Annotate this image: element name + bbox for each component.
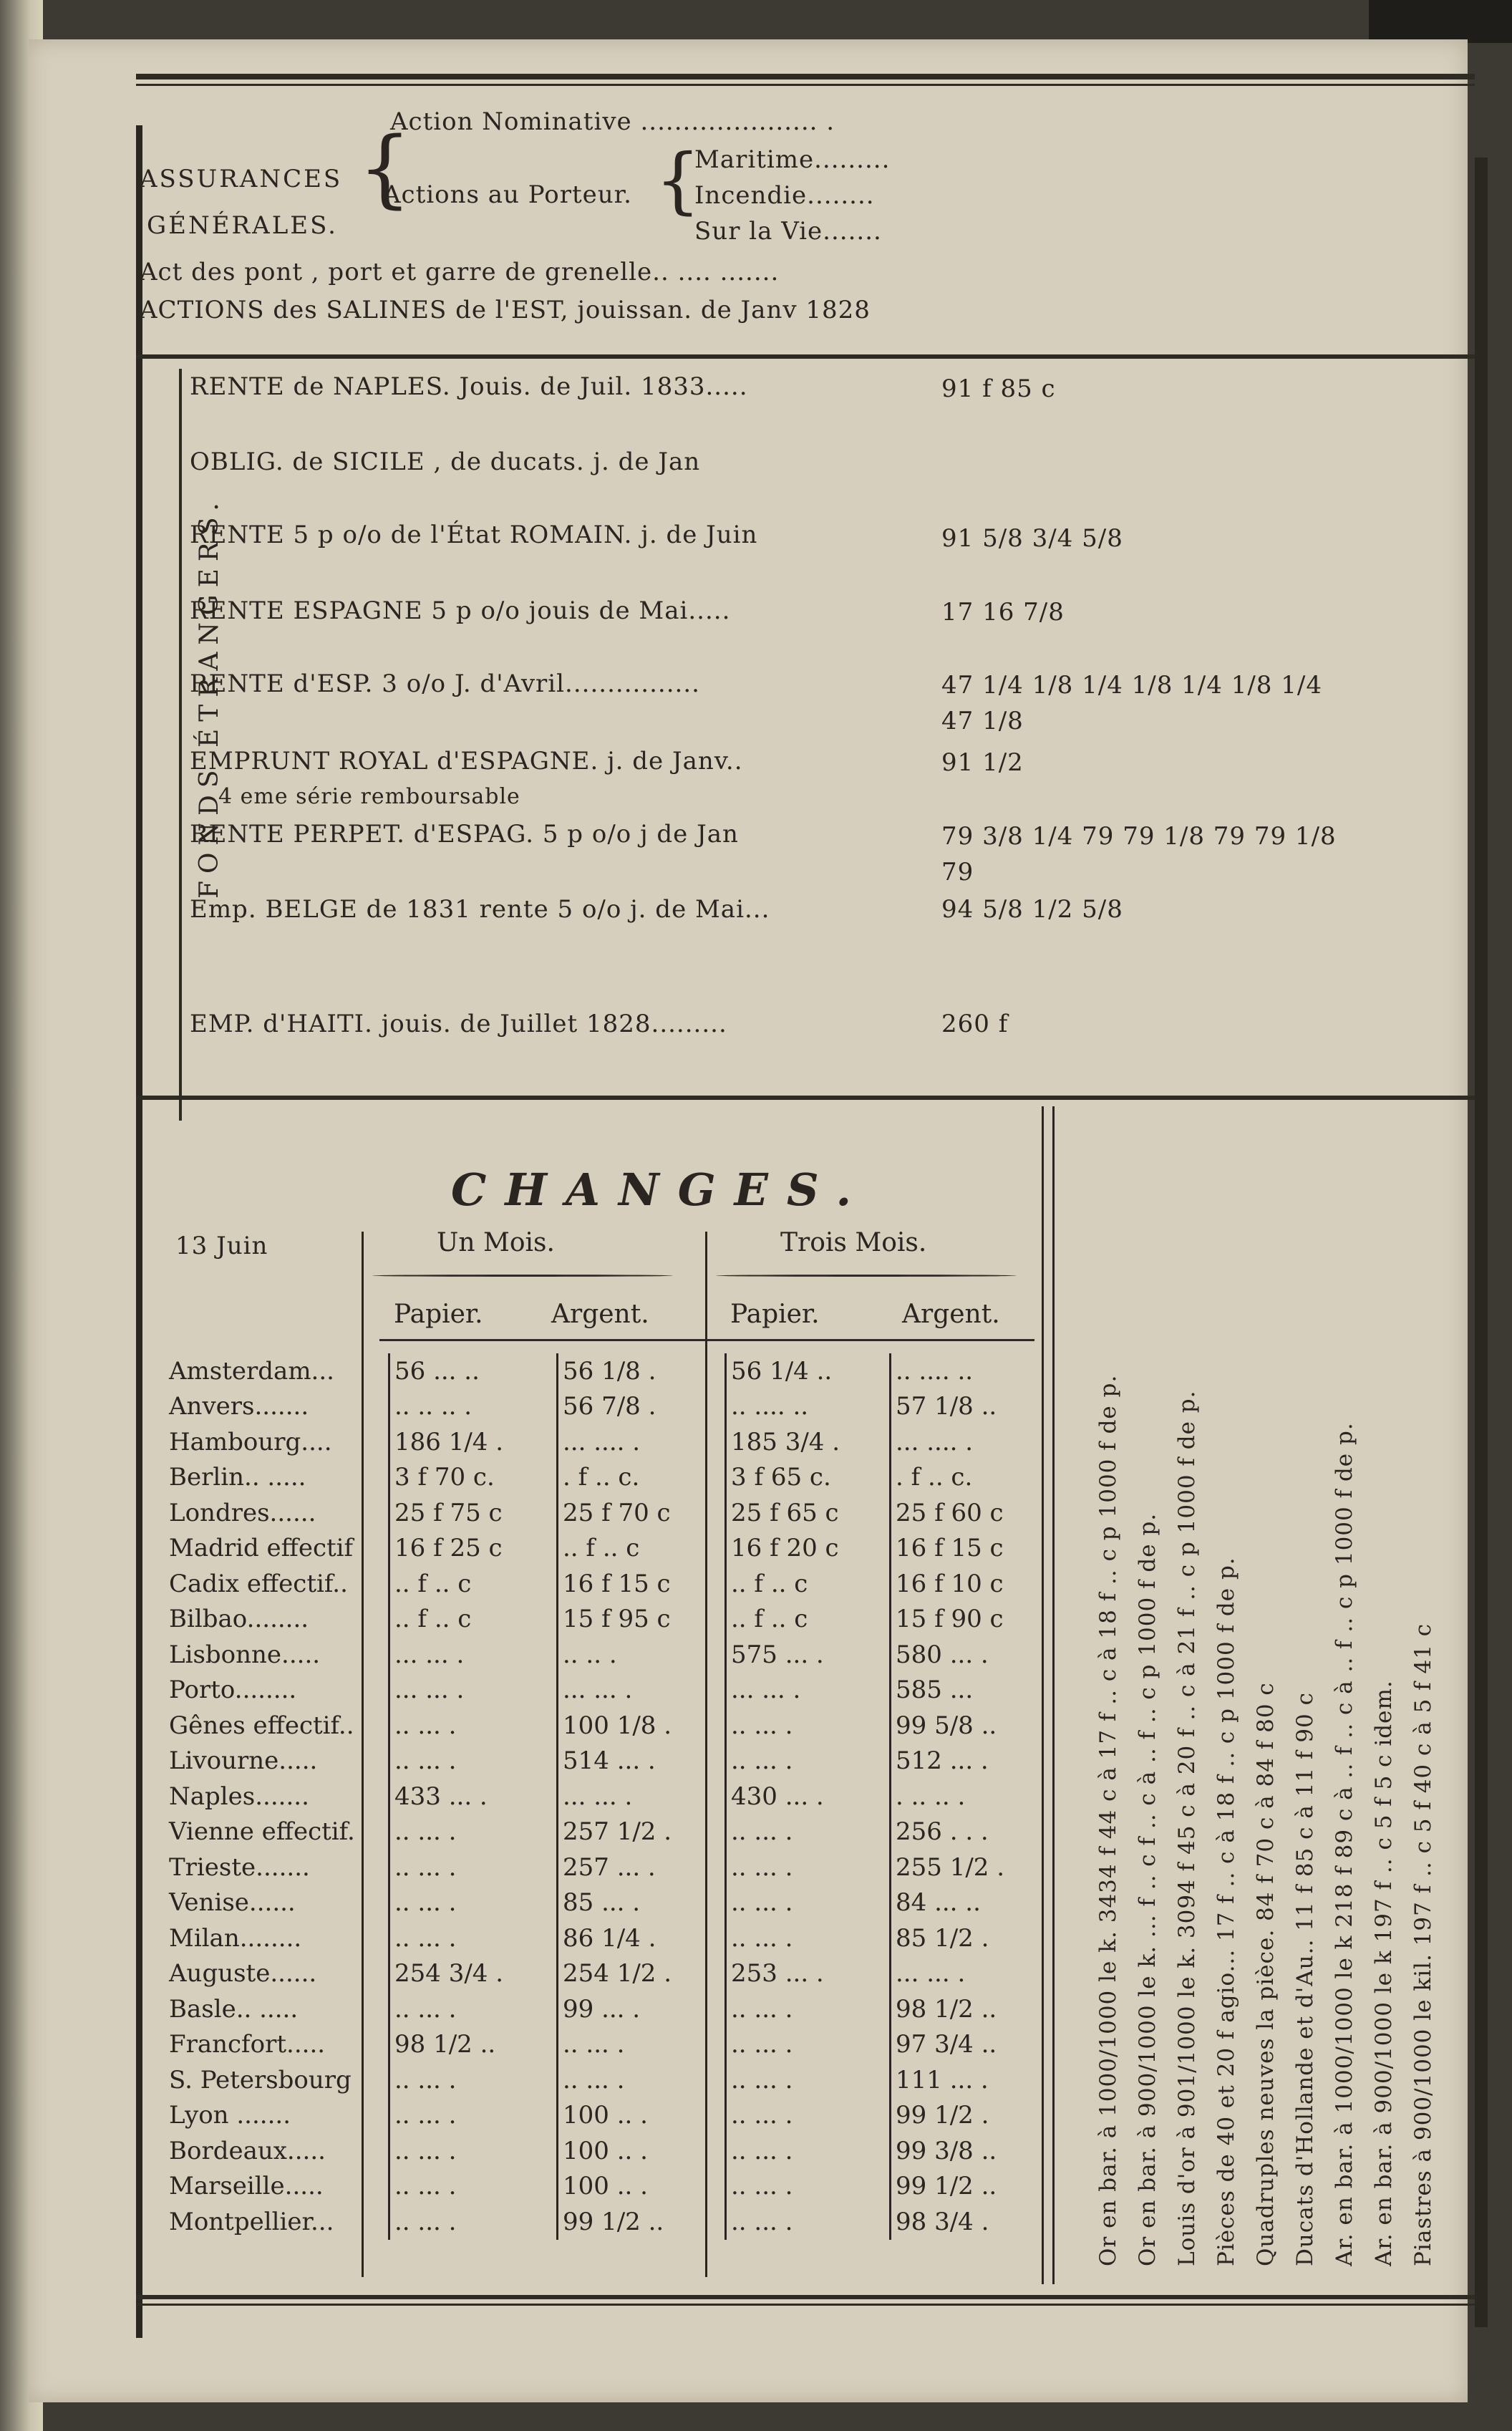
fonds-row-value: 260 f xyxy=(941,1010,1009,1038)
rate-cell: ... ... . xyxy=(726,1673,891,1709)
rate-cell: .. ... . xyxy=(389,2098,558,2134)
metal-price-line: Ar. en bar. à 1000/1000 le k 218 f 89 c à .. f .. c à .. f .. c p 1000 f de p. xyxy=(1332,1422,1357,2266)
rate-cell: 433 ... . xyxy=(389,1779,558,1814)
city-cell: Trieste....... xyxy=(169,1852,310,1882)
rate-cell: ... ... . xyxy=(891,1956,1055,1992)
fonds-etrangers-label: FONDS ÉTRANGERS. xyxy=(195,496,224,899)
rate-cell: .. .... .. xyxy=(726,1389,891,1425)
brace-left: { xyxy=(358,118,412,217)
top-rule xyxy=(136,74,1475,79)
rate-cell: .. .... .. xyxy=(891,1353,1055,1389)
rate-cell: .. ... . xyxy=(389,1814,558,1850)
argent-header: Argent. xyxy=(551,1300,649,1329)
assurances-label: ASSURANCES xyxy=(140,165,343,193)
rate-cell: 56 ... .. xyxy=(389,1353,558,1389)
trois-mois-header: Trois Mois. xyxy=(780,1228,927,1257)
rate-cell: 57 1/8 .. xyxy=(891,1389,1055,1425)
un-mois-curve xyxy=(372,1275,673,1277)
city-cell: Cadix effectif.. xyxy=(169,1569,348,1598)
rate-cell: . f .. c. xyxy=(558,1460,726,1496)
fonds-divider xyxy=(179,369,182,1121)
rate-cell: .. ... . xyxy=(558,2062,726,2098)
rate-cell: 15 f 90 c xyxy=(891,1602,1055,1638)
rate-cell: 99 3/8 .. xyxy=(891,2133,1055,2169)
city-cell: Montpellier... xyxy=(169,2207,334,2236)
sur-la-vie: Sur la Vie....... xyxy=(694,217,882,246)
rate-cell: 99 1/2 .. xyxy=(558,2204,726,2240)
metal-price-line: Or en bar. à 1000/1000 le k. 3434 f 44 c à 17 f .. c à 18 f .. c p 1000 f de p. xyxy=(1095,1374,1121,2266)
table-row xyxy=(165,1424,1054,1460)
bottom-rule-thin xyxy=(136,2304,1475,2306)
table-row xyxy=(165,1885,1054,1921)
table-row xyxy=(165,2027,1054,2063)
rate-cell: 56 1/8 . xyxy=(558,1353,726,1389)
table-row xyxy=(165,1920,1054,1956)
table-row xyxy=(165,1673,1054,1709)
rate-cell: 56 7/8 . xyxy=(558,1389,726,1425)
papier-header: Papier. xyxy=(730,1300,820,1329)
rate-cell: 100 .. . xyxy=(558,2169,726,2205)
rate-cell: .. f .. c xyxy=(389,1602,558,1638)
rate-cell: 98 1/2 .. xyxy=(389,2027,558,2063)
rate-cell: .. f .. c xyxy=(558,1531,726,1567)
fonds-row-value: 17 16 7/8 xyxy=(941,598,1065,627)
table-row xyxy=(165,1531,1054,1567)
fonds-row-value: 91 1/2 xyxy=(941,748,1024,777)
rate-cell: .. ... . xyxy=(389,1920,558,1956)
rate-cell: 84 ... .. xyxy=(891,1885,1055,1921)
table-row xyxy=(165,1956,1054,1992)
rate-cell: 580 ... . xyxy=(891,1637,1055,1673)
table-row xyxy=(165,2062,1054,2098)
rate-cell: .. f .. c xyxy=(726,1566,891,1602)
city-cell: Auguste...... xyxy=(169,1959,317,1988)
rate-cell: .. ... . xyxy=(726,1850,891,1885)
rate-cell: .. ... . xyxy=(558,2027,726,2063)
rate-cell: 56 1/4 .. xyxy=(726,1353,891,1389)
rate-cell: 25 f 70 c xyxy=(558,1495,726,1531)
table-row xyxy=(165,1779,1054,1814)
fonds-row-label: OBLIG. de SICILE , de ducats. j. de Jan xyxy=(190,448,701,476)
rate-cell: 100 .. . xyxy=(558,2098,726,2134)
rate-cell: .. ... . xyxy=(389,1991,558,2027)
rate-cell: 99 ... . xyxy=(558,1991,726,2027)
city-cell: S. Petersbourg xyxy=(169,2065,352,2094)
rate-cell: 253 ... . xyxy=(726,1956,891,1992)
changes-title: CHANGES. xyxy=(451,1164,871,1216)
rate-cell: ... .... . xyxy=(558,1424,726,1460)
table-row xyxy=(165,1389,1054,1425)
bottom-rule xyxy=(136,2295,1475,2299)
rate-cell: .. ... . xyxy=(726,1885,891,1921)
metal-price-line: Piastres à 900/1000 le kil. 197 f .. c 5 f 40 c à 5 f 41 c xyxy=(1410,1623,1436,2266)
rate-cell: . f .. c. xyxy=(891,1460,1055,1496)
rate-cell: ... ... . xyxy=(558,1673,726,1709)
changes-table xyxy=(165,1353,1054,2240)
rate-cell: 255 1/2 . xyxy=(891,1850,1055,1885)
papier-header: Papier. xyxy=(394,1300,483,1329)
fonds-row-value: 91 f 85 c xyxy=(941,374,1056,403)
fonds-row-label: EMPRUNT ROYAL d'ESPAGNE. j. de Janv.. xyxy=(190,747,743,775)
table-row xyxy=(165,2204,1054,2240)
rate-cell: ... .... . xyxy=(891,1424,1055,1460)
fonds-row-label: Emp. BELGE de 1831 rente 5 o/o j. de Mai... xyxy=(190,895,770,924)
fonds-row-value: 91 5/8 3/4 5/8 xyxy=(941,524,1123,553)
rate-cell: .. ... . xyxy=(389,2169,558,2205)
rate-cell: .. f .. c xyxy=(726,1602,891,1638)
rate-cell: 16 f 10 c xyxy=(891,1566,1055,1602)
city-cell: Bordeaux..... xyxy=(169,2136,326,2165)
actions-salines: ACTIONS des SALINES de l'EST, jouissan. de Janv 1828 xyxy=(140,296,871,324)
city-cell: Madrid effectif xyxy=(169,1534,354,1563)
action-nominative: Action Nominative ..................... . xyxy=(390,107,835,136)
rate-cell: .. ... . xyxy=(389,2204,558,2240)
rate-cell: .. ... . xyxy=(726,2204,891,2240)
rate-cell: 512 ... . xyxy=(891,1744,1055,1779)
rate-cell: 99 1/2 .. xyxy=(891,2169,1055,2205)
city-cell: Venise...... xyxy=(169,1888,296,1918)
actions-porteur: Actions au Porteur. xyxy=(383,180,632,209)
fonds-row-value: 79 3/8 1/4 79 79 1/8 79 79 1/8 xyxy=(941,822,1337,851)
rate-cell: .. .. .. . xyxy=(389,1389,558,1425)
table-row xyxy=(165,1708,1054,1744)
rate-cell: ... ... . xyxy=(558,1779,726,1814)
city-cell: Gênes effectif.. xyxy=(169,1711,354,1740)
city-cell: Lisbonne..... xyxy=(169,1640,321,1669)
table-row xyxy=(165,1353,1054,1389)
rate-cell: .. ... . xyxy=(726,2027,891,2063)
fonds-row-label: RENTE de NAPLES. Jouis. de Juil. 1833..... xyxy=(190,372,748,401)
rate-cell: 257 ... . xyxy=(558,1850,726,1885)
city-cell: Amsterdam... xyxy=(169,1356,334,1386)
rate-cell: .. ... . xyxy=(726,2098,891,2134)
rate-cell: . .. .. . xyxy=(891,1779,1055,1814)
table-row xyxy=(165,1495,1054,1531)
rate-cell: .. ... . xyxy=(726,1814,891,1850)
rate-cell: 25 f 60 c xyxy=(891,1495,1055,1531)
generales-label: GÉNÉRALES. xyxy=(147,211,338,240)
city-cell: Naples....... xyxy=(169,1782,309,1811)
rate-cell: .. ... . xyxy=(389,1744,558,1779)
changes-date: 13 Juin xyxy=(175,1232,268,1260)
section-rule-2 xyxy=(136,1096,1475,1100)
incendie: Incendie........ xyxy=(694,181,875,210)
city-cell: Livourne..... xyxy=(169,1746,318,1776)
city-cell: Francfort..... xyxy=(169,2030,326,2059)
rate-cell: .. ... . xyxy=(389,1850,558,1885)
rate-cell: 186 1/4 . xyxy=(389,1424,558,1460)
table-row xyxy=(165,1814,1054,1850)
rate-cell: 98 1/2 .. xyxy=(891,1991,1055,2027)
city-cell: Basle.. ..... xyxy=(169,1994,299,2024)
city-cell: Berlin.. ..... xyxy=(169,1463,306,1492)
table-row xyxy=(165,1602,1054,1638)
table-row xyxy=(165,1637,1054,1673)
rate-cell: 98 3/4 . xyxy=(891,2204,1055,2240)
section-rule-1 xyxy=(136,354,1475,359)
rate-cell: 3 f 70 c. xyxy=(389,1460,558,1496)
table-row xyxy=(165,1744,1054,1779)
newspaper-page xyxy=(29,39,1468,2402)
rate-cell: 254 1/2 . xyxy=(558,1956,726,1992)
rate-cell: 100 1/8 . xyxy=(558,1708,726,1744)
rate-cell: 85 ... . xyxy=(558,1885,726,1921)
table-row xyxy=(165,1850,1054,1885)
rate-cell: 99 1/2 . xyxy=(891,2098,1055,2134)
act-pont: Act des pont , port et garre de grenelle.. .... ....... xyxy=(140,258,780,286)
city-cell: Vienne effectif. xyxy=(169,1817,355,1847)
city-cell: Anvers....... xyxy=(169,1392,309,1421)
fonds-row-value: 94 5/8 1/2 5/8 xyxy=(941,895,1123,924)
right-border xyxy=(1475,158,1488,2327)
rate-cell: .. ... . xyxy=(389,2133,558,2169)
rate-cell: ... ... . xyxy=(389,1673,558,1709)
rate-cell: .. ... . xyxy=(389,1885,558,1921)
table-row xyxy=(165,1460,1054,1496)
rate-cell: .. f .. c xyxy=(389,1566,558,1602)
fonds-row-label: RENTE ESPAGNE 5 p o/o jouis de Mai..... xyxy=(190,596,731,625)
table-row xyxy=(165,2133,1054,2169)
rate-cell: .. ... . xyxy=(726,1920,891,1956)
metal-price-line: Pièces de 40 et 20 f agio... 17 f .. c à 18 f .. c p 1000 f de p. xyxy=(1213,1557,1239,2266)
rate-cell: 256 . . . xyxy=(891,1814,1055,1850)
rate-cell: .. ... . xyxy=(726,1708,891,1744)
city-cell: Porto........ xyxy=(169,1676,297,1705)
rate-cell: 111 ... . xyxy=(891,2062,1055,2098)
fonds-row-label: EMP. d'HAITI. jouis. de Juillet 1828......... xyxy=(190,1010,727,1038)
rate-cell: 100 .. . xyxy=(558,2133,726,2169)
city-cell: Milan........ xyxy=(169,1923,302,1953)
rate-cell: 16 f 20 c xyxy=(726,1531,891,1567)
rate-cell: .. ... . xyxy=(389,1708,558,1744)
rate-cell: ... ... . xyxy=(389,1637,558,1673)
rate-cell: .. ... . xyxy=(726,1991,891,2027)
rate-cell: .. ... . xyxy=(726,2062,891,2098)
fonds-row-value-2: 47 1/8 xyxy=(941,707,1024,735)
city-cell: Marseille..... xyxy=(169,2172,324,2201)
rate-cell: 16 f 15 c xyxy=(558,1566,726,1602)
fonds-row-label: RENTE 5 p o/o de l'État ROMAIN. j. de Juin xyxy=(190,521,758,549)
rate-cell: .. ... . xyxy=(726,2169,891,2205)
rate-cell: 25 f 75 c xyxy=(389,1495,558,1531)
rate-cell: 430 ... . xyxy=(726,1779,891,1814)
background-corner xyxy=(1369,0,1512,43)
un-mois-header: Un Mois. xyxy=(437,1228,555,1257)
left-border xyxy=(136,125,142,2338)
rate-cell: .. ... . xyxy=(389,2062,558,2098)
brace-right: { xyxy=(655,138,701,222)
rate-cell: .. .. . xyxy=(558,1637,726,1673)
table-row xyxy=(165,2098,1054,2134)
rate-cell: 3 f 65 c. xyxy=(726,1460,891,1496)
city-cell: Londres...... xyxy=(169,1498,316,1527)
table-row xyxy=(165,1991,1054,2027)
rate-cell: 99 5/8 .. xyxy=(891,1708,1055,1744)
fonds-row-label: RENTE d'ESP. 3 o/o J. d'Avril................ xyxy=(190,670,700,698)
city-cell: Bilbao........ xyxy=(169,1605,309,1634)
rate-cell: 185 3/4 . xyxy=(726,1424,891,1460)
rate-cell: 575 ... . xyxy=(726,1637,891,1673)
trois-mois-curve xyxy=(716,1275,1017,1277)
top-rule-thin xyxy=(136,84,1475,86)
table-row xyxy=(165,2169,1054,2205)
rate-cell: 257 1/2 . xyxy=(558,1814,726,1850)
rate-cell: 16 f 15 c xyxy=(891,1531,1055,1567)
rate-cell: 585 ... xyxy=(891,1673,1055,1709)
rate-cell: 85 1/2 . xyxy=(891,1920,1055,1956)
fonds-row-value-2: 79 xyxy=(941,858,974,886)
maritime: Maritime......... xyxy=(694,145,891,174)
city-cell: Lyon ....... xyxy=(169,2101,291,2130)
city-cell: Hambourg.... xyxy=(169,1427,332,1456)
metal-price-line: Ducats d'Hollande et d'Au.. 11 f 85 c à 11 f 90 c xyxy=(1292,1692,1318,2266)
rate-cell: 25 f 65 c xyxy=(726,1495,891,1531)
metal-price-line: Ar. en bar. à 900/1000 le k 197 f .. c 5 f 5 c idem. xyxy=(1371,1680,1397,2266)
rate-cell: 15 f 95 c xyxy=(558,1602,726,1638)
rate-cell: 16 f 25 c xyxy=(389,1531,558,1567)
rate-cell: 514 ... . xyxy=(558,1744,726,1779)
rate-cell: .. ... . xyxy=(726,2133,891,2169)
fonds-row-value: 47 1/4 1/8 1/4 1/8 1/4 1/8 1/4 xyxy=(941,671,1322,700)
rate-cell: .. ... . xyxy=(726,1744,891,1779)
metal-price-line: Quadruples neuves la pièce. 84 f 70 c à 84 f 80 c xyxy=(1253,1682,1279,2266)
metal-price-line: Or en bar. à 900/1000 le k. ... f .. c f .. c à .. f .. c p 1000 f de p. xyxy=(1135,1512,1160,2266)
rate-cell: 254 3/4 . xyxy=(389,1956,558,1992)
serie-note: 4 eme série remboursable xyxy=(218,784,520,809)
argent-header: Argent. xyxy=(902,1300,1000,1329)
fonds-row-label: RENTE PERPET. d'ESPAG. 5 p o/o j de Jan xyxy=(190,820,739,849)
rate-cell: 86 1/4 . xyxy=(558,1920,726,1956)
rate-cell: 97 3/4 .. xyxy=(891,2027,1055,2063)
table-row xyxy=(165,1566,1054,1602)
metal-price-line: Louis d'or à 901/1000 le k. 3094 f 45 c à 20 f .. c à 21 f .. c p 1000 f de p. xyxy=(1174,1390,1200,2266)
